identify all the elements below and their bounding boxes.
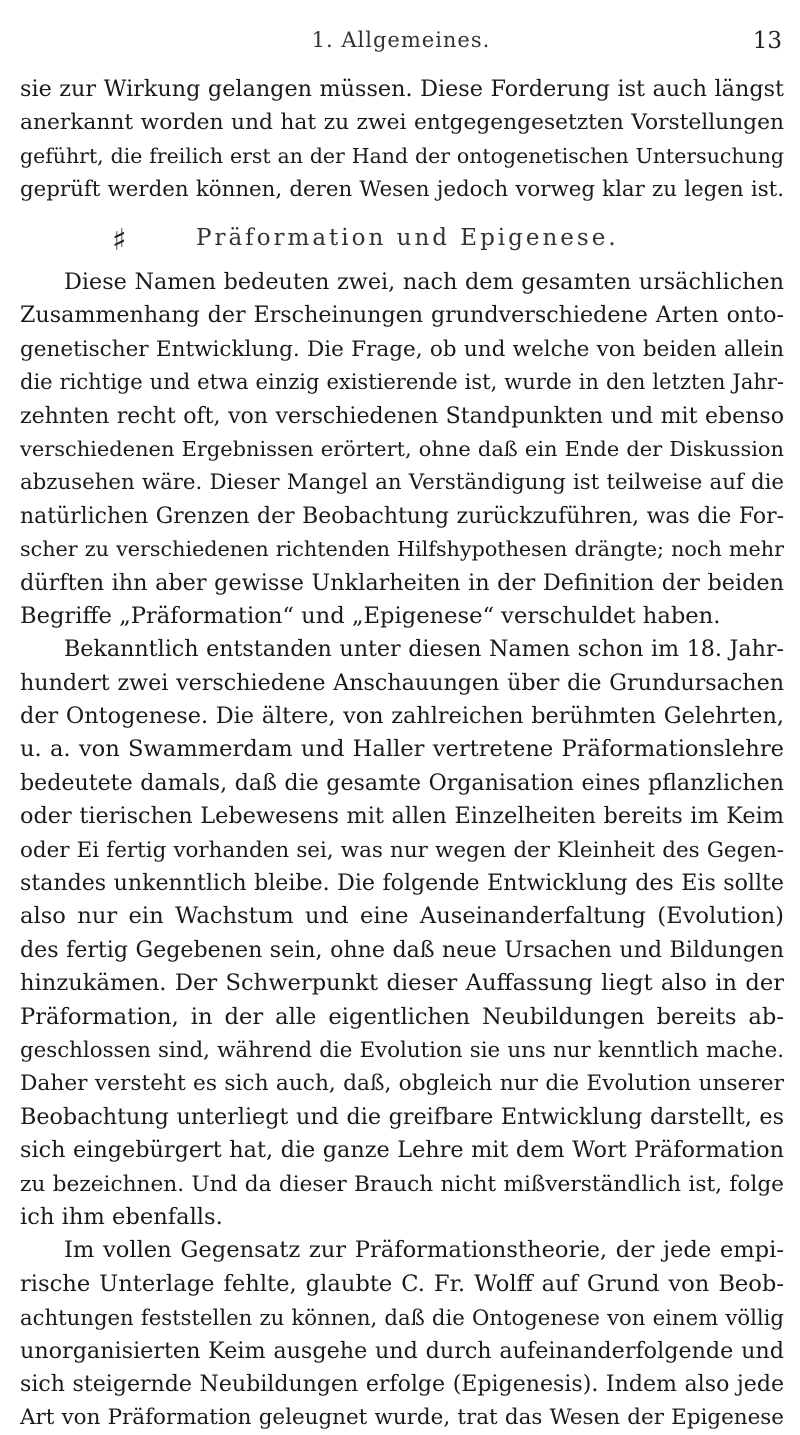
chapter-title: 1. Allgemeines. [311,28,491,52]
text-line: also nur ein Wachstum und eine Auseinanderfaltung (Evolution) [20,903,784,930]
text-line: des fertig Gegebenen sein, ohne daß neue Ursachen und Bildungen [20,936,784,963]
text-line: Beobachtung unterliegt und die greifbare Entwicklung darstellt, es [20,1103,784,1130]
text-line: die richtige und etwa einzig existierende ist, wurde in den letzten Jahr- [20,370,784,395]
text-line: geführt, die freilich erst an der Hand der ontogenetischen Untersuchung [20,143,784,168]
text-line: sie zur Wirkung gelangen müssen. Diese Forderung ist auch längst [20,76,784,102]
text-line: bedeutete damals, daß die gesamte Organisation eines pflanzlichen [20,769,784,796]
text-line: abzusehen wäre. Dieser Mangel an Verständigung ist teilweise auf die [20,470,784,496]
page-number: 13 [752,28,782,54]
text-line: rische Unterlage fehlte, glaubte C. Fr. Wolff auf Grund von Beob- [20,1270,784,1297]
text-line: oder Ei fertig vorhanden sei, was nur wegen der Kleinheit des Gegen- [20,837,784,863]
section-heading [20,225,784,259]
text-line: natürlichen Grenzen der Beobachtung zurückzuführen, was die For- [20,503,784,529]
text-line: genetischer Entwicklung. Die Frage, ob und welche von beiden allein [20,336,784,362]
text-line: standes unkenntlich bleibe. Die folgende Entwicklung des Eis sollte [20,870,784,897]
text-line: Bekanntlich entstanden unter diesen Namen schon im 18. Jahr- [64,636,784,663]
text-line: der Ontogenese. Die ältere, von zahlreichen berühmten Gelehrten, [20,703,784,730]
section-title: Präformation und Epigenese. [196,225,619,251]
text-line: Art von Präformation geleugnet wurde, trat das Wesen der Epigenese [20,1405,784,1431]
running-head [20,28,782,58]
margin-mark-icon: ♯ [112,223,127,258]
text-line: zu bezeichnen. Und da dieser Brauch nicht mißverständlich ist, folge [20,1171,784,1197]
text-line: anerkannt worden und hat zu zwei entgegengesetzten Vorstellungen [20,110,784,136]
text-line: scher zu verschiedenen richtenden Hilfshypothesen drängte; noch mehr [20,537,784,562]
text-line: dürften ihn aber gewisse Unklarheiten in der Definition der beiden [20,569,784,596]
text-line: geprüft werden können, deren Wesen jedoch vorweg klar zu legen ist. [20,177,784,203]
text-line: hinzukämen. Der Schwerpunkt dieser Auffassung liegt also in der [20,970,784,997]
text-line: Daher versteht es sich auch, daß, obgleich nur die Evolution unserer [20,1071,784,1097]
text-line: Im vollen Gegensatz zur Präformationstheorie, der jede empi- [64,1237,784,1264]
text-line: oder tierischen Lebewesens mit allen Einzelheiten bereits im Keim [20,803,784,830]
text-line: verschiedenen Ergebnissen erörtert, ohne daß ein Ende der Diskussion [20,436,784,461]
text-line: u. a. von Swammerdam und Haller vertretene Präformationslehre [20,736,784,763]
text-line: sich eingebürgert hat, die ganze Lehre mit dem Wort Präformation [20,1137,784,1164]
text-line: unorganisierten Keim ausgehe und durch aufeinanderfolgende und [20,1337,784,1364]
text-line: achtungen feststellen zu können, daß die Ontogenese von einem völlig [20,1305,784,1331]
paragraph-1 [20,266,784,1435]
text-line: sich steigernde Neubildungen erfolge (Epigenesis). Indem also jede [20,1371,784,1397]
text-line: hundert zwei verschiedene Anschauungen über die Grundursachen [20,669,784,696]
text-line: Begriffe „Präformation“ und „Epigenese“ verschuldet haben. [20,602,721,629]
text-line: geschlossen sind, während die Evolution sie uns nur kenntlich mache. [20,1037,784,1063]
text-line: Diese Namen bedeuten zwei, nach dem gesamten ursächlichen [64,269,784,295]
text-line: zehnten recht oft, von verschiedenen Standpunkten und mit ebenso [20,403,784,429]
text-line: Zusammenhang der Erscheinungen grundverschiedene Arten onto- [20,302,784,329]
text-line: ich ihm ebenfalls. [20,1203,223,1230]
text-line: Präformation, in der alle eigentlichen Neubildungen bereits ab- [20,1003,784,1030]
intro-paragraph [20,73,784,207]
